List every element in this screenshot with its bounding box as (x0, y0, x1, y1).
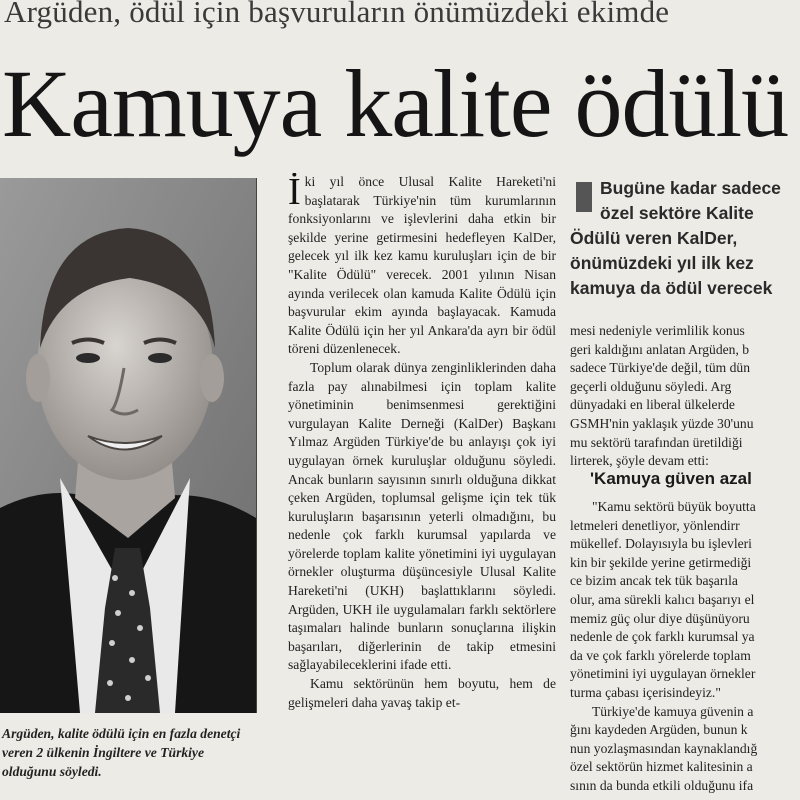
paragraph-1 (288, 173, 556, 359)
text-line: nun yozlaşmasından kaynaklandığ (570, 740, 758, 756)
photo-caption: Argüden, kalite ödülü için en fazla denetçi veren 2 ülkenin İngiltere ve Türkiye olduğunu söyledi. (2, 726, 241, 779)
pullquote (570, 176, 800, 301)
text-line: da ve çok farklı yörelerde toplam (570, 647, 751, 663)
text-line: GSMH'nin yaklaşık yüzde 30'unu (570, 415, 754, 431)
article-column-2 (288, 173, 556, 800)
portrait-illustration (0, 178, 256, 713)
article-headline: Kamuya kalite ödülü (2, 50, 789, 157)
text-line: kin bir şekilde yerine getirmediği (570, 554, 752, 570)
text-line: nedenle de çok farklı kurumsal ya (570, 629, 755, 645)
text-line: mükellef. Dolayısıyla bu işlevleri (570, 536, 752, 552)
text-line: geçerli olduğunu söyledi. Arg (570, 378, 732, 394)
text-line: geri kaldığını anlatan Argüden, b (570, 341, 750, 357)
pullquote-line: önümüzdeki yıl ilk kez (570, 253, 754, 273)
portrait-photo (0, 178, 257, 713)
drop-cap: İ (288, 173, 301, 213)
pullquote-line: özel sektöre Kalite (600, 203, 754, 223)
pullquote-line: Bugüne kadar sadece (600, 178, 781, 198)
text-line: mu sektörü tarafından üretildiği (570, 434, 743, 450)
text-line: "Kamu sektörü büyük boyutta (592, 499, 756, 514)
text-line: turma çabası içerisindeyiz." (570, 684, 721, 700)
text-line: mesi nedeniyle verimlilik konus (570, 323, 745, 338)
text-line: dünyadaki en liberal ülkelerde (570, 397, 735, 413)
pullquote-line: Ödülü veren KalDer, (570, 228, 738, 248)
text-line: letmeleri denetliyor, yönlendirr (570, 517, 740, 533)
article-kicker: Argüden, ödül için başvuruların önümüzdeki ekimde (4, 0, 670, 29)
text-line: memiz güç olur diye düşünüyoru (570, 610, 750, 626)
article-column-3-lower (570, 498, 800, 800)
text-line: Türkiye'de kamuya güvenin a (592, 703, 754, 719)
text-line: ce bizim ancak tek tük başarıla (570, 573, 738, 589)
text-line: lirterek, şöyle devam etti: (570, 453, 709, 469)
section-subhead: 'Kamuya güven azal (590, 469, 752, 488)
text-line: yönetimini iyi uygulayan örnekler (570, 666, 756, 682)
paragraph-1-text: ki yıl önce Ulusal Kalite Hareketi'ni başlatarak Türkiye'nin tüm kurumlarının fonksiyonlarını ve işlevlerini daha etkin bir şekilde yerine getirmesini hedefleyen KalDer, gelecek yıl ilk kez kamu kuruluşları için de bir "Kalite Ödülü" verecek. 2001 yılının Nisan ayında verilecek olan kamuda Kalite Ödülü için başvurular ekim ayında başlayacak. Kamuda Kalite Ödülü için her yıl Ankara'da ayrı bir ödül töreni düzenlenecek. (288, 174, 556, 357)
text-line: ğını kaydeden Argüden, bunun k (570, 722, 748, 738)
text-line: sadece Türkiye'de değil, tüm dün (570, 360, 750, 376)
pullquote-line: kamuya da ödül verecek (570, 278, 773, 298)
paragraph-2: Toplum olarak dünya zenginliklerinden daha fazla pay alınabilmesi için toplam kalite yönetiminin benimsenmesi gerektiğini vurgulayan Kalite Derneği (KalDer) Başkanı Yılmaz Argüden Türkiye'de bu anlayışı çok iyi uygulayan örnek kuruluşlar olduğunu söyledi. Ancak bunların sayısının sınırlı olduğuna dikkat çeken Argüden, toplumsal gelişme için tek tük kuruluşların başarısının yeterli olmadığını, bu nedenle çok farklı kurumsal yapılarda ve yörelerde toplam kalite yönetimini iyi uygulayan örnekler oluşturma düşüncesiyle Ulusal Kalite Hareketi'ni (UKH) başlattıklarını söyledi. Argüden, UKH ile uygulamaları farklı sektörlere taşımaları halinde bunların sonuçlarına ilişkin başarıları, diğerlerinin de takip etmesini sağlayabileceklerini ifade etti. (288, 359, 556, 673)
text-line: özel sektörün hizmet kalitesinin a (570, 759, 753, 775)
text-line: sının da bunda etkili olduğunu ifa (570, 777, 754, 793)
text-line: olur, ama sürekli kalıcı başarıyı el (570, 591, 755, 607)
paragraph-3: Kamu sektörünün hem boyutu, hem de gelişmeleri daha yavaş takip et- (288, 676, 556, 710)
